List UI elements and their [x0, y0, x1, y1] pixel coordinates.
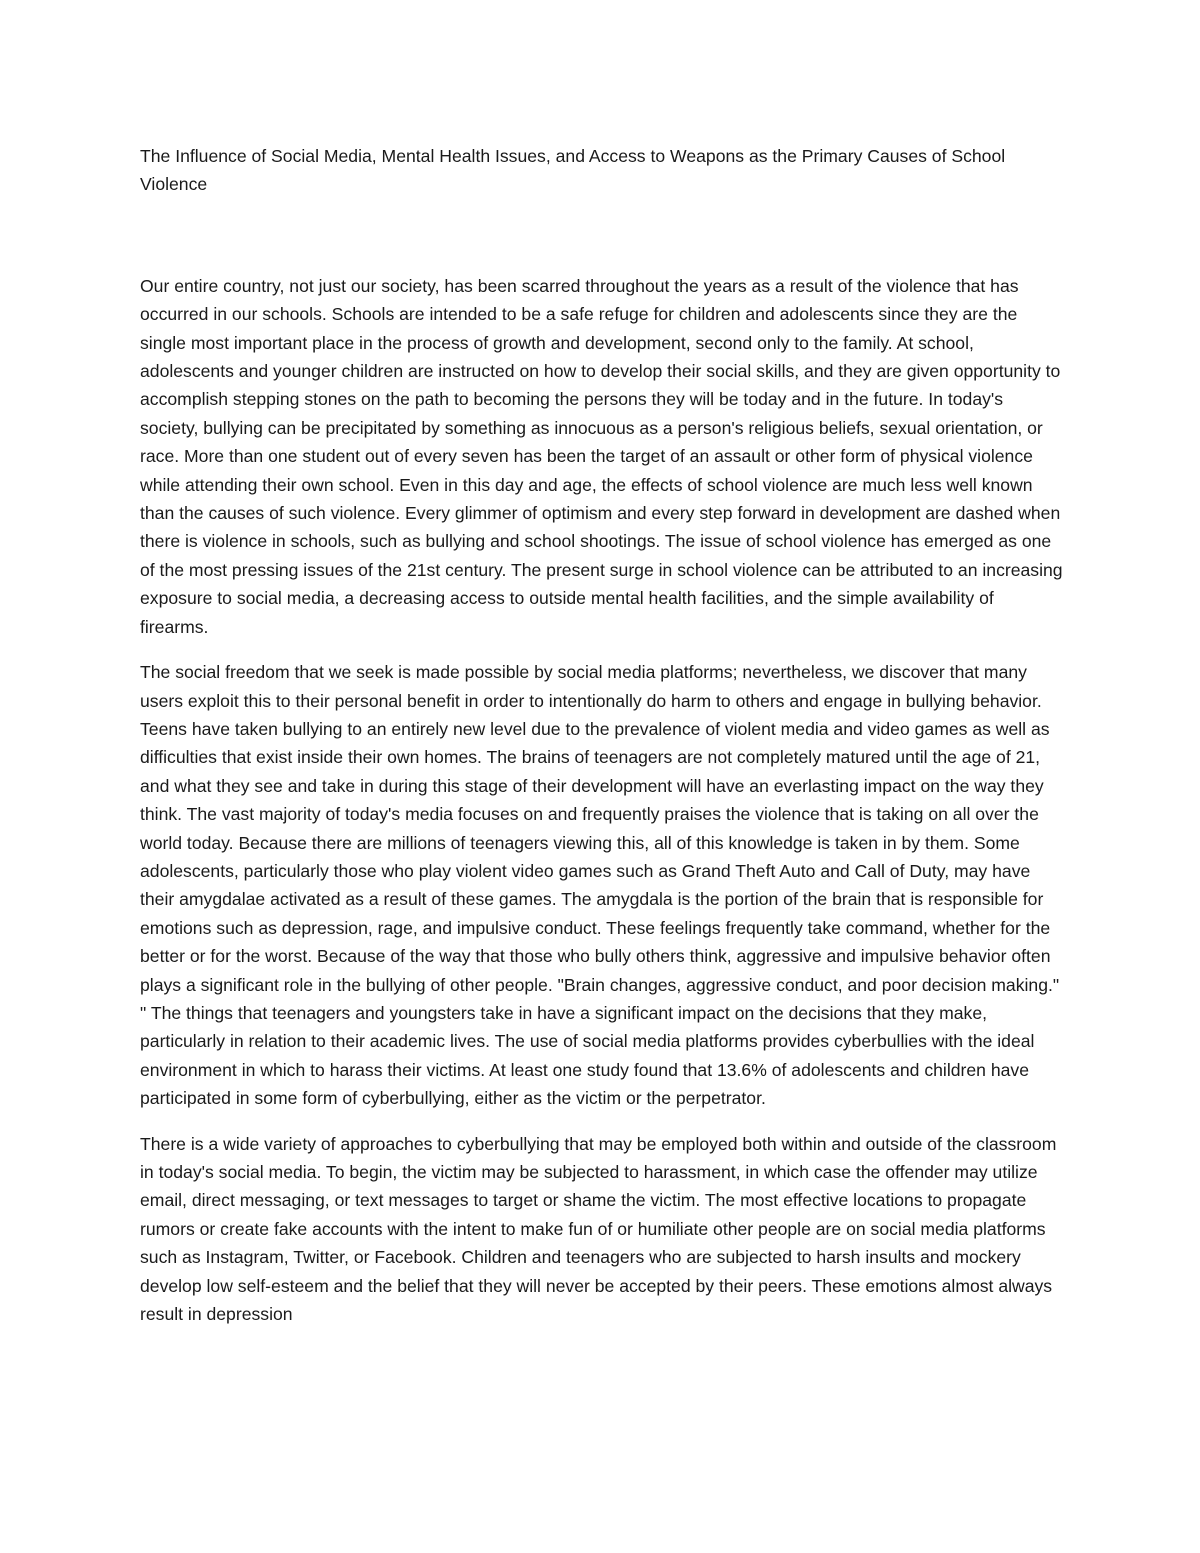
paragraph-3: There is a wide variety of approaches to cyberbullying that may be employed both within and outside of the classroom in today's social media. To begin, the victim may be subjected to harassment, in which case the offender may utilize email, direct messaging, or text messages to target or shame the victim. The most effective locations to propagate rumors or create fake accounts with the intent to make fun of or humiliate other people are on social media platforms such as Instagram, Twitter, or Facebook. Children and teenagers who are subjected to harsh insults and mockery develop low self-esteem and the belief that they will never be accepted by their peers. These emotions almost always result in depression [140, 1133, 1057, 1325]
paragraph-1: Our entire country, not just our society, has been scarred throughout the years as a result of the violence that has occurred in our schools. Schools are intended to be a safe refuge for children and adolescents since they are the single most important place in the process of growth and development, second only to the family. At school, adolescents and younger children are instructed on how to develop their social skills, and they are given opportunity to accomplish stepping stones on the path to becoming the persons they will be today and in the future. In today's society, bullying can be precipitated by something as innocuous as a person's religious beliefs, sexual orientation, or race. More than one student out of every seven has been the target of an assault or other form of physical violence while attending their own school. Even in this day and age, the effects of school violence are much less well known than the causes of such violence. Every glimmer of optimism and every step forward in development are dashed when there is violence in schools, such as bullying and school shootings. The issue of school violence has emerged as one of the most pressing issues of the 21st century. The present surge in school violence can be attributed to an increasing exposure to social media, a decreasing access to outside mental health facilities, and the simple availability of firearms. [140, 275, 1063, 637]
paragraph-2: The social freedom that we seek is made possible by social media platforms; nevertheless, we discover that many users exploit this to their personal benefit in order to intentionally do harm to others and engage in bullying behavior. Teens have taken bullying to an entirely new level due to the prevalence of violent media and video games as well as difficulties that exist inside their own homes. The brains of teenagers are not completely matured until the age of 21, and what they see and take in during this stage of their development will have an everlasting impact on the way they think. The vast majority of today's media focuses on and frequently praises the violence that is taking on all over the world today. Because there are millions of teenagers viewing this, all of this knowledge is taken in by them. Some adolescents, particularly those who play violent video games such as Grand Theft Auto and Call of Duty, may have their amygdalae activated as a result of these games. The amygdala is the portion of the brain that is responsible for emotions such as depression, rage, and impulsive conduct. These feelings frequently take command, whether for the better or for the worst. Because of the way that those who bully others think, aggressive and impulsive behavior often plays a significant role in the bullying of other people. "Brain changes, aggressive conduct, and poor decision making." " The things that teenagers and youngsters take in have a significant impact on the decisions that they make, particularly in relation to their academic lives. The use of social media platforms provides cyberbullies with the ideal environment in which to harass their victims. At least one study found that 13.6% of adolescents and children have participated in some form of cyberbullying, either as the victim or the perpetrator. [140, 662, 1060, 1109]
document-body [140, 142, 1065, 1345]
document-title: The Influence of Social Media, Mental Health Issues, and Access to Weapons as the Primary Causes of School Violence [140, 146, 1006, 195]
